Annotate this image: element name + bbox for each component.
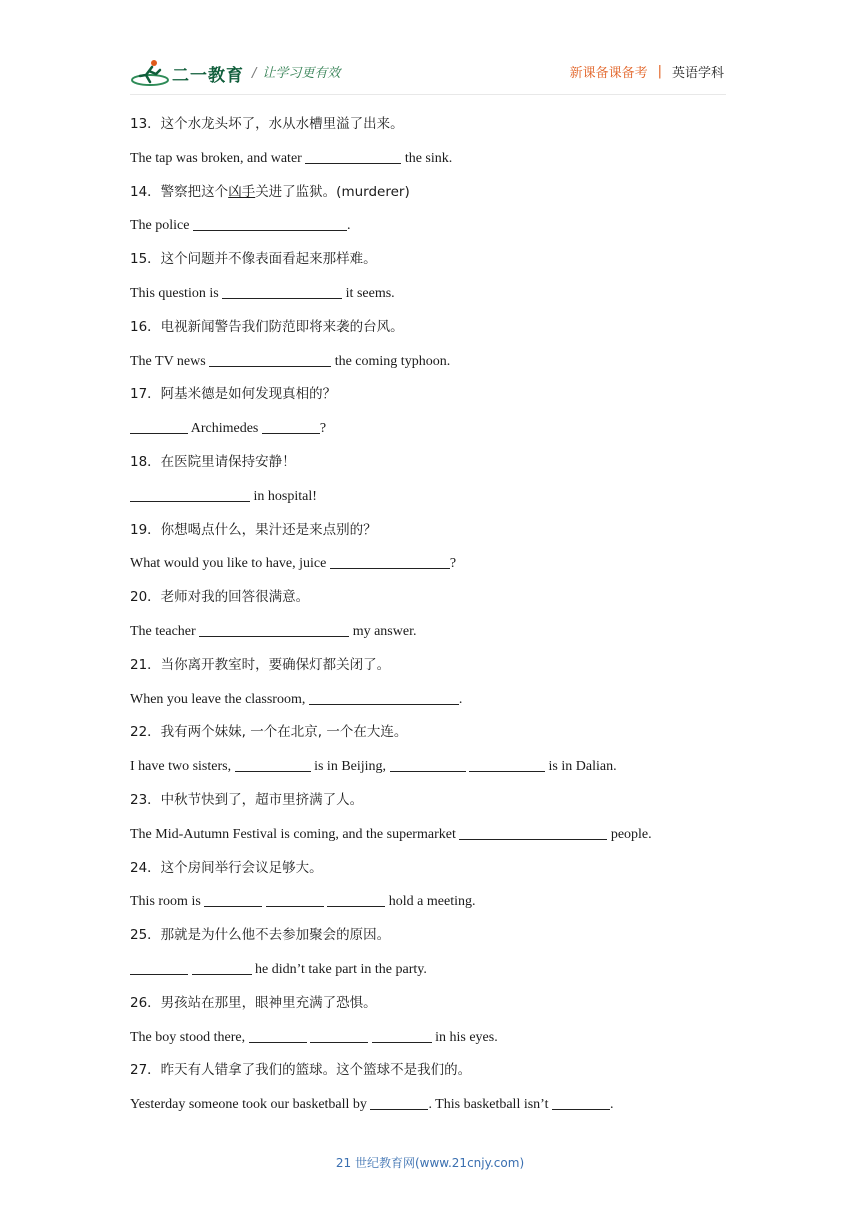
question-26-chinese: 26．男孩站在那里，眼神里充满了恐惧。 (130, 994, 377, 1011)
header-divider (130, 94, 726, 95)
runner-logo-icon (130, 58, 170, 88)
question-13-chinese: 13．这个水龙头坏了，水从水槽里溢了出来。 (130, 116, 404, 132)
answer-blank[interactable] (469, 757, 545, 772)
question-24-english: This room is hold a meeting. (130, 894, 476, 910)
question-21-chinese: 21．当你离开教室时，要确保灯都关闭了。 (130, 656, 391, 673)
answer-blank[interactable] (305, 149, 401, 164)
answer-blank[interactable] (266, 892, 324, 907)
question-26-english: The boy stood there, in his eyes. (130, 1029, 498, 1045)
question-20-chinese: 20．老师对我的回答很满意。 (130, 589, 310, 606)
subject-label: 英语学科 (671, 66, 724, 81)
header-label: 新课备课备考 (569, 66, 648, 81)
question-25-chinese: 25．那就是为什么他不去参加聚会的原因。 (130, 927, 391, 944)
question-17-chinese: 17．阿基米德是如何发现真相的？ (130, 386, 337, 403)
answer-blank[interactable] (199, 622, 349, 637)
answer-blank[interactable] (192, 960, 252, 975)
question-15-english: This question is it seems. (130, 285, 395, 301)
answer-blank[interactable] (130, 419, 188, 434)
answer-blank[interactable] (310, 1028, 368, 1043)
answer-blank[interactable] (249, 1028, 307, 1043)
question-18-english: in hospital! (130, 480, 730, 514)
answer-blank[interactable] (390, 757, 466, 772)
question-25-english: he didn’t take part in the party. (130, 953, 730, 987)
answer-blank[interactable] (130, 487, 250, 502)
question-17-english: Archimedes ? (130, 412, 730, 446)
question-19-english: What would you like to have, juice ? (130, 556, 457, 572)
question-22-english: I have two sisters, is in Beijing, is in Dalian. (130, 759, 617, 775)
answer-blank[interactable] (309, 690, 459, 705)
header-separator: | (657, 64, 662, 79)
answer-blank[interactable] (262, 419, 320, 434)
question-14-english: The police . (130, 218, 351, 234)
answer-blank[interactable] (235, 757, 311, 772)
answer-blank[interactable] (222, 284, 342, 299)
question-23-english: The Mid-Autumn Festival is coming, and the supermarket people. (130, 826, 652, 842)
question-18-chinese: 18．在医院里请保持安静！ (130, 453, 296, 470)
answer-blank[interactable] (552, 1095, 610, 1110)
question-20-english: The teacher my answer. (130, 623, 417, 639)
answer-blank[interactable] (459, 825, 607, 840)
question-list (130, 108, 730, 1122)
question-13-english: The tap was broken, and water the sink. (130, 150, 453, 166)
answer-blank[interactable] (327, 892, 385, 907)
question-22-chinese: 22．我有两个妹妹, 一个在北京, 一个在大连。 (130, 724, 408, 741)
question-24-chinese: 24．这个房间举行会议足够大。 (130, 859, 323, 876)
logo (130, 56, 244, 90)
question-14-chinese: 14．警察把这个凶手关进了监狱。(murderer) (130, 183, 410, 200)
question-16-english: The TV news the coming typhoon. (130, 353, 451, 369)
question-16-chinese: 16．电视新闻警告我们防范即将来袭的台风。 (130, 318, 404, 335)
slogan-text: 让学习更有效 (262, 66, 341, 81)
question-27-chinese: 27．昨天有人错拿了我们的篮球。这个篮球不是我们的。 (130, 1062, 472, 1079)
logo-text: 二一教育 (172, 65, 244, 86)
question-21-english: When you leave the classroom, . (130, 691, 463, 707)
question-27-english: Yesterday someone took our basketball by . This basketball isn’t . (130, 1097, 614, 1113)
page-header (130, 56, 726, 90)
header-right (570, 62, 724, 81)
answer-blank[interactable] (209, 352, 331, 367)
answer-blank[interactable] (372, 1028, 432, 1043)
question-15-chinese: 15．这个问题并不像表面看起来那样难。 (130, 251, 377, 268)
answer-blank[interactable] (370, 1095, 428, 1110)
answer-blank[interactable] (193, 216, 347, 231)
question-23-chinese: 23．中秋节快到了，超市里挤满了人。 (130, 791, 364, 808)
answer-blank[interactable] (204, 892, 262, 907)
answer-blank[interactable] (330, 554, 450, 569)
slogan: / 让学习更有效 (252, 66, 341, 81)
question-19-chinese: 19．你想喝点什么，果汁还是来点别的？ (130, 521, 377, 538)
answer-blank[interactable] (130, 960, 188, 975)
page-footer: 21 世纪教育网(www.21cnjy.com) (335, 1156, 525, 1170)
